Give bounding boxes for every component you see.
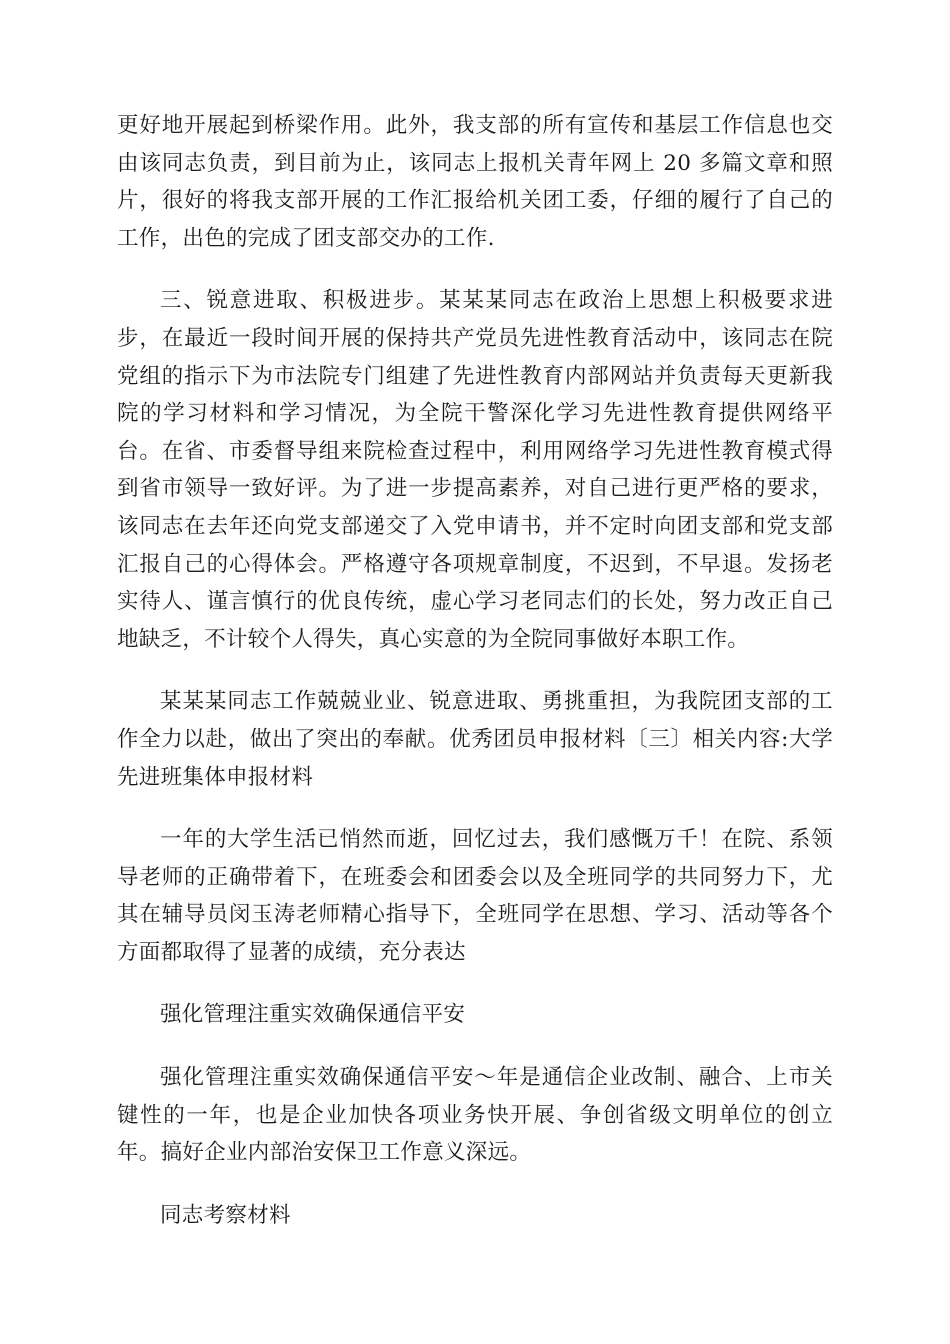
paragraph-continuation: 更好地开展起到桥梁作用。此外，我支部的所有宣传和基层工作信息也交由该同志负责，到目前为止，该同志上报机关青年网上 20 多篇文章和照片，很好的将我支部开展的工作汇报给机关团工委，仔细的履行了自己的工作，出色的完成了团支部交办的工作. xyxy=(117,113,833,251)
document-body xyxy=(117,107,833,1259)
paragraph-summary: 某某某同志工作兢兢业业、锐意进取、勇挑重担，为我院团支部的工作全力以赴，做出了突出的奉献。优秀团员申报材料〔三〕相关内容:大学先进班集体申报材料 xyxy=(117,689,833,790)
paragraph-security: 强化管理注重实效确保通信平安～年是通信企业改制、融合、上市关键性的一年，也是企业加快各项业务快开展、争创省级文明单位的创立年。搞好企业内部治安保卫工作意义深远。 xyxy=(117,1065,833,1166)
paragraph-section-three: 三、锐意进取、积极进步。某某某同志在政治上思想上积极要求进步，在最近一段时间开展的保持共产党员先进性教育活动中，该同志在院党组的指示下为市法院专门组建了先进性教育内部网站并负责每天更新我院的学习材料和学习情况，为全院干警深化学习先进性教育提供网络平台。在省、市委督导组来院检查过程中，利用网络学习先进性教育模式得到省市领导一致好评。为了进一步提高素养，对自己进行更严格的要求，该同志在去年还向党支部递交了入党申请书，并不定时向团支部和党支部汇报自己的心得体会。严格遵守各项规章制度，不迟到，不早退。发扬老实待人、谨言慎行的优良传统，虚心学习老同志们的长处，努力改正自己地缺乏，不计较个人得失，真心实意的为全院同事做好本职工作。 xyxy=(117,288,833,652)
heading-security: 强化管理注重实效确保通信平安 xyxy=(160,1002,466,1028)
paragraph-class-report: 一年的大学生活已悄然而逝，回忆过去，我们感慨万千！在院、系领导老师的正确带着下，在班委会和团委会以及全班同学的共同努力下，尤其在辅导员闵玉涛老师精心指导下，全班同学在思想、学习、活动等各个方面都取得了显著的成绩，充分表达 xyxy=(117,827,833,965)
heading-inspection: 同志考察材料 xyxy=(160,1202,291,1228)
